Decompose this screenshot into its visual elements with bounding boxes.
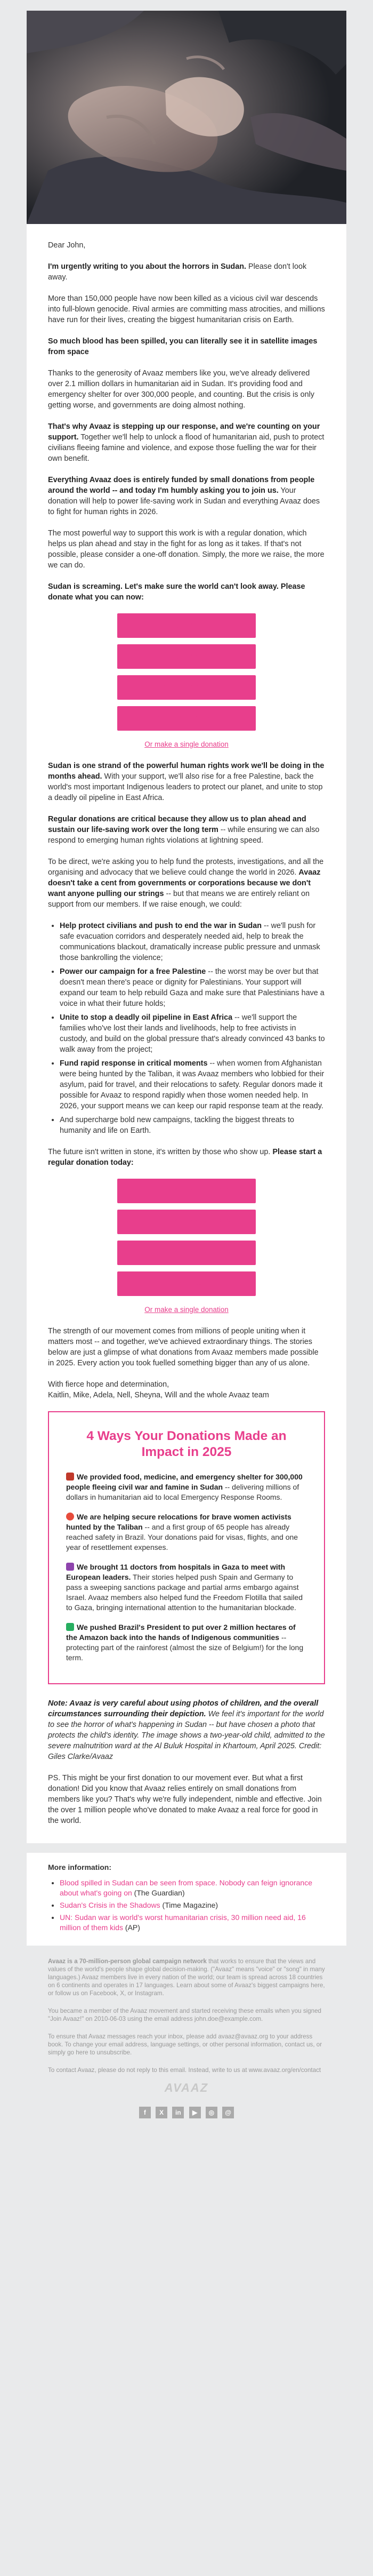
medical-icon	[66, 1473, 74, 1481]
list-item-rest: And supercharge bold new campaigns, tackling the biggest threats to humanity and life on Earth.	[60, 1116, 294, 1135]
impact-title: 4 Ways Your Donations Made an Impact in 2025	[86, 1429, 287, 1459]
single-donation-link[interactable]: Or make a single donation	[144, 1306, 229, 1314]
more-info-source: (Time Magazine)	[160, 1901, 218, 1909]
list-item-bold: Unite to stop a deadly oil pipeline in East Africa	[60, 1013, 233, 1022]
more-info-list	[48, 1878, 325, 1933]
impact-item-rest: -- delivering millions of dollars in humanitarian aid to local Emergency Response Rooms.	[66, 1483, 299, 1501]
more-info-title	[48, 1862, 325, 1873]
paragraph-strength: The strength of our movement comes from millions of people uniting when it matters most -- and together, we've achieved extraordinary things. The stories below are just a glimpse of what donations from Avaaz members made possible in 2025. Every action you took fuelled something bigger than any of us alone.	[48, 1327, 319, 1367]
donate-3-weekly-button[interactable]: I'LL DONATE $3 WEEKLY	[117, 675, 256, 700]
donate-1-weekly-button[interactable]: I'LL DONATE $1 WEEKLY	[117, 1179, 256, 1203]
footer-about-bold: Avaaz is a 70-million-person global campaign network	[48, 1958, 207, 1965]
signoff-line: With fierce hope and determination,	[48, 1380, 169, 1389]
list-item-rest: -- the worst may be over but that doesn't mean there's peace or dignity for Palestinians. Your support will expand our team to help rebuild Gaza and make sure that Palestinians have a voice in what their future holds;	[60, 967, 325, 1008]
paragraph-funded	[48, 475, 325, 517]
avaaz-logo: AVAAZ	[164, 2081, 209, 2094]
social-links	[48, 2107, 325, 2118]
impact-box	[48, 1411, 325, 1684]
paragraph-satellite	[48, 336, 325, 357]
regular-critical-bold: Regular donations are critical because they allow us to plan ahead and sustain our life-saving work over the long term	[48, 815, 306, 834]
stepping-up-bold: That's why Avaaz is stepping up our response, and we're counting on your support.	[48, 422, 320, 442]
more-info-link[interactable]: UN: Sudan war is world's worst humanitarian crisis, 30 million need aid, 16 million of them kids	[60, 1913, 306, 1932]
impact-item-rest: -- protecting part of the rainforest (almost the size of Belgium!) for the long term.	[66, 1633, 304, 1662]
list-item-bold: Help protect civilians and push to end the war in Sudan	[60, 922, 262, 930]
footer	[27, 1946, 346, 2118]
paragraph-stepping-up	[48, 421, 325, 464]
future-start: The future isn't written in stone, it's written by those who show up.	[48, 1148, 273, 1156]
impact-item-bold: We pushed Brazil's President to put over 2 million hectares of the Amazon back into the hands of Indigenous communities	[66, 1623, 296, 1642]
other-amount-button[interactable]: OTHER AMOUNT	[117, 706, 256, 731]
impact-item-rest: Their stories helped push Spain and Germany to pass a sweeping sanctions package and partial arms embargo against Israel. Avaaz members also helped fund the Freedom Flotilla that sailed to Gaza, bringing international attention to the humanitarian blockade.	[66, 1573, 303, 1612]
photo-note-bold: Note: Avaaz is very careful about using photos of children, and the overall circumstances surrounding their depiction.	[48, 1699, 319, 1718]
list-item-rest: -- when women from Afghanistan were being hunted by the Taliban, it was Avaaz members who lobbied for their asylum, paid for travel, and their relocations to safety. Regular donors made it possible for Avaaz to respond rapidly when those women needed help. In 2026, your support means we can keep our rapid response team at the ready.	[60, 1059, 325, 1110]
impact-item-bold: We provided food, medicine, and emergency shelter for 300,000 people fleeing civil war and famine in Sudan	[66, 1473, 303, 1491]
regular-critical-rest: -- while ensuring we can also respond to emerging human rights violations at lightning speed.	[48, 826, 320, 845]
hero-photo	[27, 11, 346, 224]
donate-3-weekly-button[interactable]: I'LL DONATE $3 WEEKLY	[117, 1241, 256, 1265]
donate-2-weekly-button[interactable]: I'LL DONATE $2 WEEKLY	[117, 1210, 256, 1234]
signoff-names: Kaitlin, Mike, Adela, Nell, Sheyna, Will and the whole Avaaz team	[48, 1391, 269, 1399]
list-item-bold: Fund rapid response in critical moments	[60, 1059, 208, 1068]
footer-membership: You became a member of the Avaaz movement and started receiving these emails when you signed "Join Avaaz!" on 2010-06-03 using the email address john.doe@example.com.	[48, 2007, 321, 2022]
impact-item	[66, 1622, 307, 1663]
list-item	[60, 1012, 325, 1055]
list-item	[60, 966, 325, 1009]
list-item	[60, 1900, 325, 1910]
footer-about-rest: that works to ensure that the views and values of the world's people shape global decision-making. ("Avaaz" means "voice" or "song" in many languages.) Avaaz members live in every nation of the world; our team is spread across 18 countries on 6 continents and operates in 17 languages. Learn about some of Avaaz's biggest campaigns here, or follow us on Facebook, X, or Instagram.	[48, 1958, 325, 1997]
list-item	[60, 921, 325, 963]
stepping-up-rest: Together we'll help to unlock a flood of humanitarian aid, push to protect civilians fleeing famine and violence, and expose those fuelling the war for their own benefit.	[48, 433, 325, 463]
paragraph-regular-donation: The most powerful way to support this work is with a regular donation, which helps us plan ahead and stay in the fight for as long as it takes. If that's not possible, please consider a one-off donation. Simply, the more we raise, the more we can do.	[48, 529, 325, 570]
impact-item	[66, 1512, 307, 1553]
email-icon[interactable]: @	[222, 2107, 234, 2118]
funded-bold: Everything Avaaz does is entirely funded by small donations from people around the world -- and today I'm humbly asking you to join us.	[48, 476, 315, 495]
list-item-rest: -- we'll push for safe evacuation corridors and desperately needed aid, help to break the communications blackout, dramatically increase public pressure and unmask those bankrolling the violence;	[60, 922, 320, 962]
donate-1-weekly-button[interactable]: I'LL DONATE $1 WEEKLY	[117, 613, 256, 638]
paragraph-aid-delivered: Thanks to the generosity of Avaaz members like you, we've already delivered over 2.1 million dollars in humanitarian aid in Sudan. It's providing food and emergency shelter for over 300,000 people, and counting. But the crisis is only getting worse, and governments are doing almost nothing.	[48, 369, 314, 410]
sudan-strand-rest: With your support, we'll also rise for a free Palestine, back the world's most important Indigenous leaders to protect our planet, and unite to stop a deadly oil pipeline in East Africa.	[48, 772, 323, 802]
paragraph-donate-now	[48, 581, 325, 603]
other-amount-button[interactable]: OTHER AMOUNT	[117, 1271, 256, 1296]
paragraph-be-direct	[48, 857, 325, 910]
list-item	[60, 1058, 325, 1111]
footer-contact: To contact Avaaz, please do not reply to this email. Instead, write to us at www.avaaz.org/en/contact	[48, 2067, 321, 2074]
single-donation-link[interactable]: Or make a single donation	[144, 740, 229, 748]
instagram-icon[interactable]: ◎	[206, 2107, 217, 2118]
linkedin-icon[interactable]: in	[172, 2107, 184, 2118]
donate-buttons-1	[48, 613, 325, 750]
email-container	[27, 11, 346, 2118]
greeting: Dear John,	[48, 241, 86, 250]
paragraph-sudan-strand	[48, 761, 325, 803]
sudan-strand-bold: Sudan is one strand of the powerful human rights work we'll be doing in the months ahead.	[48, 762, 325, 781]
donate-2-weekly-button[interactable]: I'LL DONATE $2 WEEKLY	[117, 644, 256, 669]
more-info-source: (AP)	[123, 1923, 140, 1932]
impact-item-rest: -- and a first group of 65 people has already reached safety in Brazil. Your donations paid for visas, flights, and one year of resettlement expenses.	[66, 1523, 298, 1551]
youtube-icon[interactable]: ▶	[189, 2107, 201, 2118]
tree-icon	[66, 1623, 74, 1631]
be-direct-bold: Avaaz doesn't take a cent from governments or corporations because we don't want anyone pulling our strings	[48, 868, 321, 898]
x-icon[interactable]: X	[156, 2107, 167, 2118]
photo-note	[48, 1698, 325, 1762]
footer-about	[48, 1957, 325, 1997]
list-item	[60, 1878, 325, 1898]
heart-icon	[66, 1513, 74, 1521]
more-info-section	[27, 1853, 346, 1946]
future-bold: Please start a regular donation today:	[48, 1148, 322, 1167]
more-info-link[interactable]: Sudan's Crisis in the Shadows	[60, 1901, 160, 1909]
be-direct-rest: -- but that means we are entirely reliant on support from our members. If we raise enough, we could:	[48, 890, 310, 909]
facebook-icon[interactable]: f	[139, 2107, 151, 2118]
impact-item-bold: We are helping secure relocations for brave women activists hunted by the Taliban	[66, 1513, 291, 1531]
hospital-icon	[66, 1563, 74, 1571]
more-info-title-text: More information:	[48, 1863, 111, 1871]
funded-rest: Your donation will help to power life-saving work in Sudan and everything Avaaz does to fight for human rights in 2026.	[48, 486, 320, 516]
intro-rest: Please don't look away.	[48, 262, 307, 282]
intro-bold: I'm urgently writing to you about the horrors in Sudan.	[48, 262, 246, 271]
footer-settings: To ensure that Avaaz messages reach your inbox, please add avaaz@avaaz.org to your address book. To change your email address, language settings, or other personal information, contact us, or simply go here to unsubscribe.	[48, 2033, 322, 2056]
signoff	[48, 1379, 325, 1401]
hero-photo-image	[27, 11, 346, 224]
be-direct-start: To be direct, we're asking you to help fund the protests, investigations, and all the organising and advocacy that we believe could change the world in 2026.	[48, 858, 324, 877]
paragraph-killed: More than 150,000 people have now been killed as a vicious civil war descends into full-blown genocide. Rival armies are committing mass atrocities, and millions have run for their lives, creating the biggest humanitarian crisis on Earth.	[48, 294, 325, 324]
more-info-link[interactable]: Blood spilled in Sudan can be seen from space. Nobody can feign ignorance about what's going on	[60, 1878, 312, 1897]
impact-item-bold: We brought 11 doctors from hospitals in Gaza to meet with European leaders.	[66, 1563, 286, 1581]
paragraph-future	[48, 1147, 325, 1168]
impact-item	[66, 1472, 307, 1502]
paragraph-regular-critical	[48, 814, 325, 846]
list-item-rest: -- we'll support the families who've lost their lands and livelihoods, help to free activists in custody, and build on the global pressure that's already convinced 43 banks to walk away from the project;	[60, 1013, 325, 1054]
photo-note-rest: We feel it's important for the world to see the horror of what's happening in Sudan -- but have chosen a photo that protects the child's identity. The image shows a two-year-old child, admitted to the severe malnutrition ward at the Al Buluk Hospital in Khartoum, April 2025. Credit: Giles Clarke/Avaaz	[48, 1710, 325, 1761]
goals-list	[48, 921, 325, 1136]
intro-paragraph	[48, 261, 325, 283]
letter-body	[27, 224, 346, 1843]
donate-now-bold: Sudan is screaming. Let's make sure the world can't look away. Please donate what you can now:	[48, 582, 305, 602]
list-item	[60, 1115, 325, 1136]
impact-item	[66, 1562, 307, 1613]
donate-buttons-2	[48, 1179, 325, 1315]
list-item	[60, 1913, 325, 1933]
satellite-bold: So much blood has been spilled, you can literally see it in satellite images from space	[48, 337, 318, 356]
postscript: PS. This might be your first donation to our movement ever. But what a first donation! Did you know that Avaaz relies entirely on small donations from members like you? That's why we're fully independent, nimble and effective. Join the over 1 million people who've donated to make Avaaz a real force for good in the world.	[48, 1774, 322, 1825]
more-info-source: (The Guardian)	[132, 1889, 185, 1897]
list-item-bold: Power our campaign for a free Palestine	[60, 967, 206, 976]
